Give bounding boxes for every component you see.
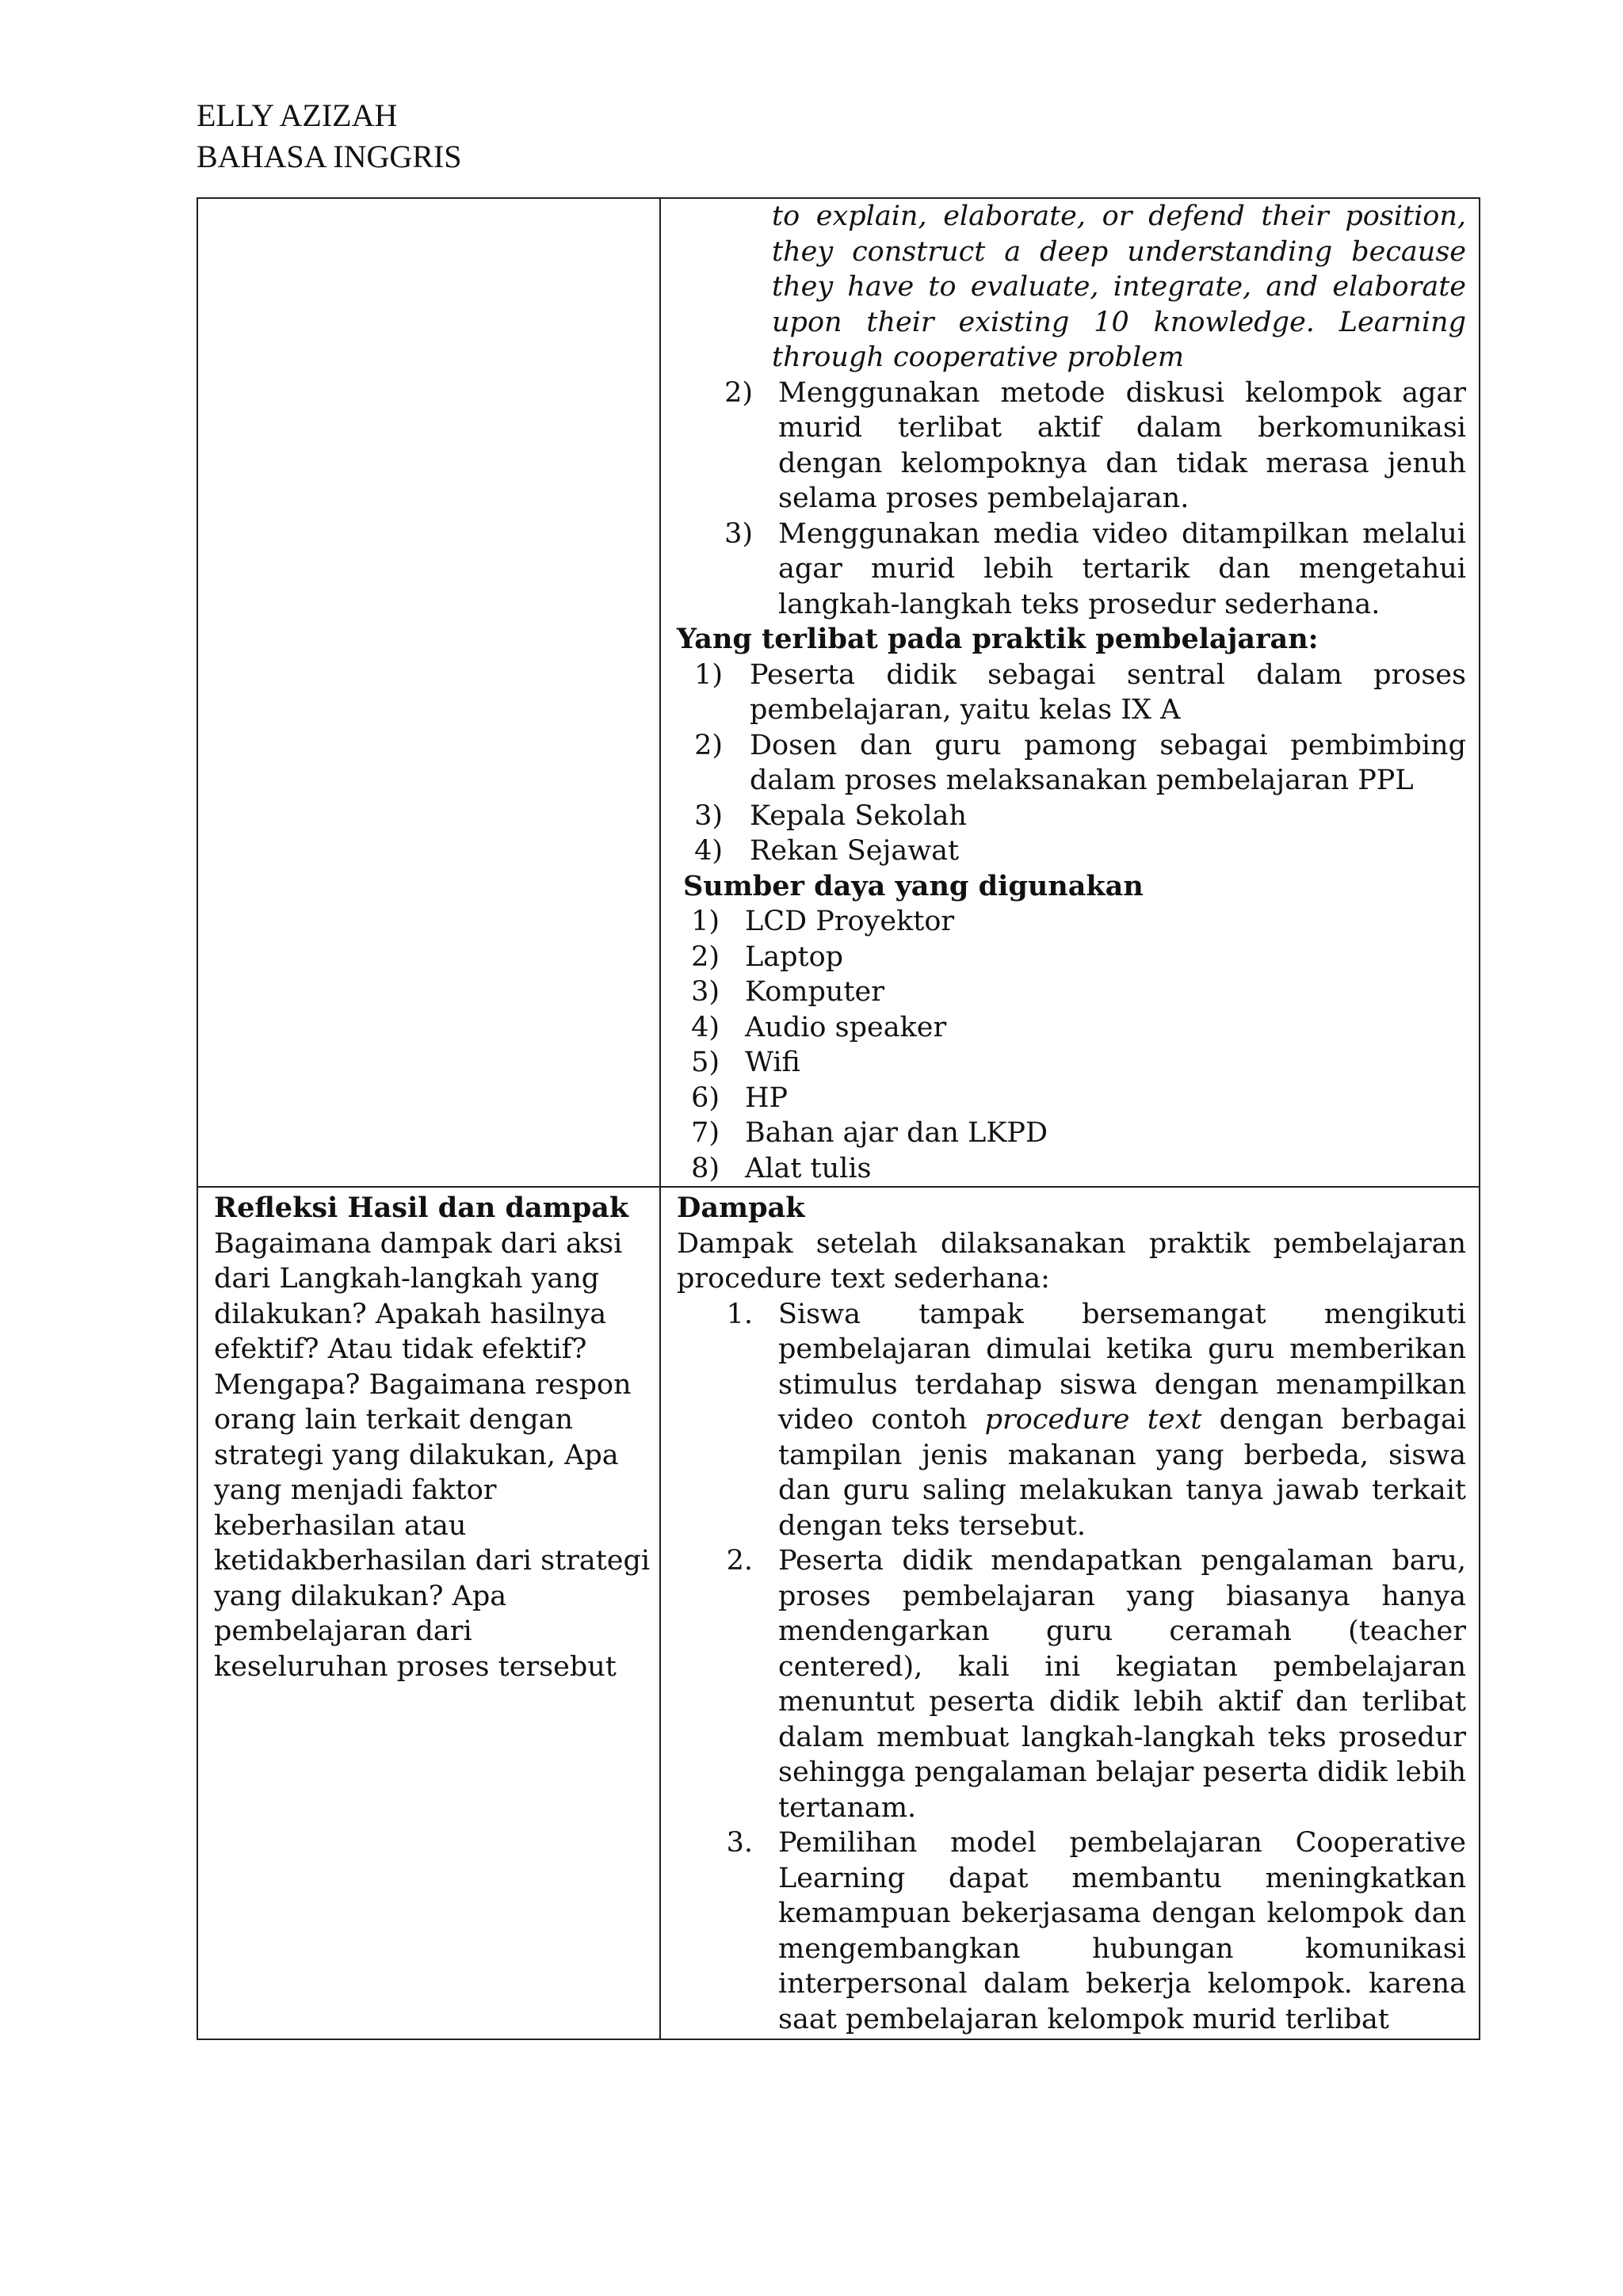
document-header (197, 95, 462, 177)
impact-text-part: Siswa tampak bersemangat mengikuti pembelajaran dimulai ketika guru memberikan stimulus terdahap siswa dengan menampilkan video contoh (778, 1298, 1466, 1436)
list-marker: 7) (691, 1117, 720, 1149)
resources-heading: Sumber daya yang digunakan (683, 869, 1144, 902)
list-marker: 2. (726, 1545, 753, 1577)
list-item (677, 833, 1466, 869)
list-item (677, 1825, 1466, 2037)
list-item (677, 904, 1466, 940)
list-item-text: Wifi (745, 1047, 800, 1078)
list-item (677, 799, 1466, 834)
impact-list (677, 1297, 1466, 2038)
subject-name: BAHASA INGGRIS (197, 139, 462, 174)
reflection-questions: Bagaimana dampak dari aksi dari Langkah-langkah yang dilakukan? Apakah hasilnya efektif? Atau tidak efektif? Mengapa? Bagaimana respon orang lain terkait dengan strategi yang dilakukan, Apa yang menjadi faktor keberhasilan atau ketidakberhasilan dari strategi yang dilakukan? Apa pembelajaran dari keseluruhan proses tersebut (214, 1227, 651, 1683)
table-row-practice (198, 199, 1479, 1186)
table-cell-left-empty (198, 199, 661, 1186)
list-item (677, 658, 1466, 728)
table-row-reflection (198, 1186, 1479, 2039)
list-item-text: Laptop (745, 940, 844, 973)
list-item-text: Menggunakan metode diskusi kelompok agar murid terlibat aktif dalam berkomunikasi dengan kelompoknya dan tidak merasa jenuh selama proses pembelajaran. (778, 376, 1466, 514)
list-marker: 4) (691, 1011, 720, 1043)
list-marker: 3. (726, 1827, 753, 1859)
impact-intro: Dampak setelah dilaksanakan praktik pembelajaran procedure text sederhana: (677, 1227, 1466, 1295)
list-marker: 1) (694, 658, 723, 691)
impact-text-italic: procedure text (984, 1404, 1202, 1436)
list-marker: 3) (691, 976, 720, 1008)
list-item-text: Peserta didik sebagai sentral dalam proses pembelajaran, yaitu kelas IX A (750, 658, 1466, 726)
list-item (677, 1543, 1466, 1825)
list-item (677, 1045, 1466, 1081)
involved-list (677, 658, 1466, 869)
impact-heading: Dampak (677, 1192, 805, 1224)
list-item-text: LCD Proyektor (745, 906, 955, 937)
table-cell-reflection-prompt (198, 1188, 661, 2039)
list-item (677, 1081, 1466, 1116)
table-cell-practice-details (661, 199, 1479, 1186)
list-item-text: HP (745, 1081, 789, 1114)
list-item-text (778, 1297, 1466, 1544)
list-marker: 1. (726, 1298, 753, 1330)
list-marker: 4) (694, 835, 723, 867)
list-item-text: Peserta didik mendapatkan pengalaman baru, proses pembelajaran yang biasanya hanya mendengarkan guru ceramah (teacher centered), kali ini kegiatan pembelajaran menuntut peserta didik lebih aktif dan terlibat dalam membuat langkah-langkah teks prosedur sehingga pengalaman belajar peserta didik lebih tertanam. (778, 1545, 1466, 1824)
list-item-text: Alat tulis (745, 1152, 872, 1184)
list-marker: 2) (694, 729, 723, 761)
list-marker: 8) (691, 1152, 720, 1184)
list-item (677, 517, 1466, 623)
list-item (677, 1116, 1466, 1151)
list-item-text: Kepala Sekolah (750, 799, 967, 832)
list-marker: 1) (691, 906, 720, 937)
list-item (677, 376, 1466, 517)
resources-list (677, 904, 1466, 1186)
list-marker: 3) (724, 517, 753, 550)
involved-heading: Yang terlibat pada praktik pembelajaran: (677, 623, 1319, 655)
list-item (677, 728, 1466, 799)
list-item (677, 1010, 1466, 1046)
list-marker: 6) (691, 1081, 720, 1114)
table-cell-impact (661, 1188, 1479, 2039)
list-item (677, 1151, 1466, 1187)
list-item (677, 974, 1466, 1010)
reflection-heading: Refleksi Hasil dan dampak (214, 1192, 629, 1224)
list-item-text: Bahan ajar dan LKPD (745, 1117, 1048, 1149)
list-item-text: Menggunakan media video ditampilkan melalui agar murid lebih tertarik dan mengetahui langkah-langkah teks prosedur sederhana. (778, 517, 1466, 620)
author-name: ELLY AZIZAH (197, 97, 398, 133)
list-item-text: Komputer (745, 976, 884, 1008)
list-item-text: Dosen dan guru pamong sebagai pembimbing dalam proses melaksanakan pembelajaran PPL (750, 729, 1466, 796)
impact-text-part: dengan berbagai tampilan jenis makanan yang berbeda, siswa dan guru saling melakukan tanya jawab terkait dengan teks tersebut. (778, 1404, 1466, 1542)
list-marker: 5) (691, 1047, 720, 1078)
list-item (677, 1297, 1466, 1544)
list-marker: 3) (694, 799, 723, 832)
list-item (677, 940, 1466, 975)
reflection-table (197, 197, 1480, 2040)
list-marker: 2) (724, 376, 753, 409)
list-item-text: Pemilihan model pembelajaran Cooperative Learning dapat membantu meningkatkan kemampuan bekerjasama dengan kelompok dan mengembangkan hubungan komunikasi interpersonal dalam bekerja kelompok. karena saat pembelajaran kelompok murid terlibat (778, 1827, 1466, 2035)
list-item-text: Audio speaker (745, 1011, 947, 1043)
italic-quote: to explain, elaborate, or defend their position, they construct a deep understanding because they have to evaluate, integrate, and elaborate upon their existing 10 knowledge. Learning through cooperative problem (772, 200, 1466, 373)
list-item-text: Rekan Sejawat (750, 835, 960, 867)
methods-list (677, 376, 1466, 623)
list-marker: 2) (691, 940, 720, 973)
